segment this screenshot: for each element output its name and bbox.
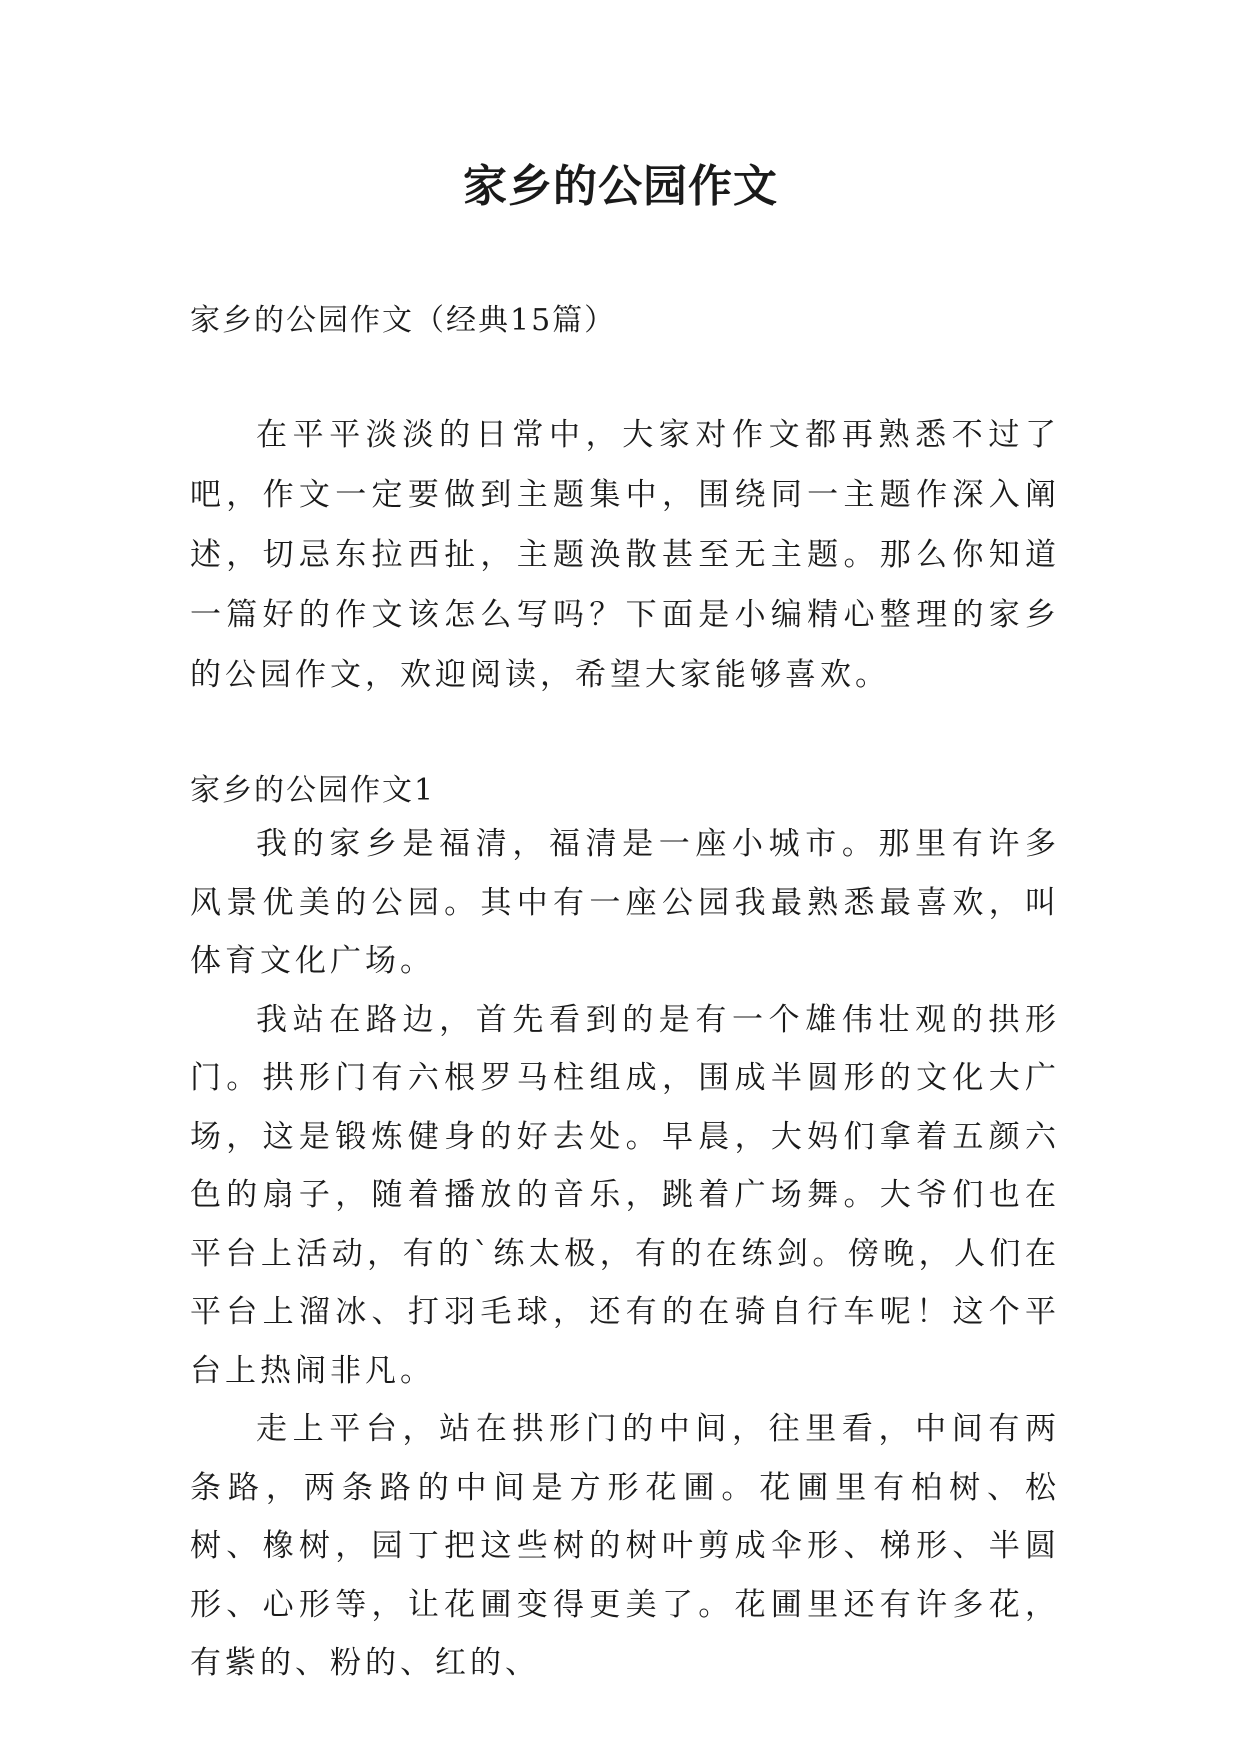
essay-paragraph: 走上平台，站在拱形门的中间，往里看，中间有两条路，两条路的中间是方形花圃。花圃里有柏树、松树、橡树，园丁把这些树的树叶剪成伞形、梯形、半圆形、心形等，让花圃变得更美了。花圃里还有许多花，有紫的、粉的、红的、 [190, 1411, 1060, 1681]
intro-paragraph: 在平平淡淡的日常中，大家对作文都再熟悉不过了吧，作文一定要做到主题集中，围绕同一主题作深入阐述，切忌东拉西扯，主题涣散甚至无主题。那么你知道一篇好的作文该怎么写吗？下面是小编精心整理的家乡的公园作文，欢迎阅读，希望大家能够喜欢。 [190, 417, 1060, 693]
essay-body [190, 815, 1060, 1693]
essay-paragraph: 我的家乡是福清，福清是一座小城市。那里有许多风景优美的公园。其中有一座公园我最熟悉最喜欢，叫体育文化广场。 [190, 826, 1060, 979]
section-heading: 家乡的公园作文1 [190, 773, 436, 808]
document-subtitle: 家乡的公园作文（经典15篇） [190, 303, 617, 338]
essay-paragraph: 我站在路边，首先看到的是有一个雄伟壮观的拱形门。拱形门有六根罗马柱组成，围成半圆形的文化大广场，这是锻炼健身的好去处。早晨，大妈们拿着五颜六色的扇子，随着播放的音乐，跳着广场舞。大爷们也在平台上活动，有的`练太极，有的在练剑。傍晚，人们在平台上溜冰、打羽毛球，还有的在骑自行车呢！这个平台上热闹非凡。 [190, 1001, 1060, 1389]
document-title: 家乡的公园作文 [463, 161, 778, 212]
